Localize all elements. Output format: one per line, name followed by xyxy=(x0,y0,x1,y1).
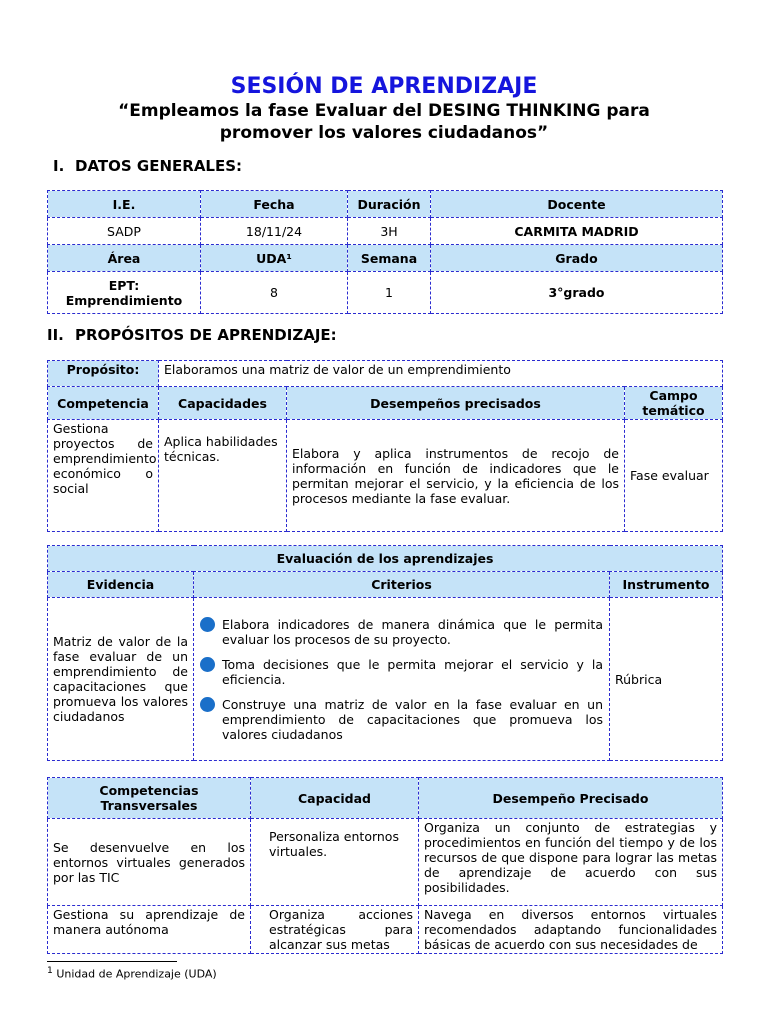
value-fecha: 18/11/24 xyxy=(201,218,348,245)
table-row xyxy=(48,361,723,387)
table-row xyxy=(48,598,723,761)
header-evidencia: Evidencia xyxy=(48,572,194,598)
footnote-text: Unidad de Aprendizaje (UDA) xyxy=(52,967,217,981)
value-ie: SADP xyxy=(48,218,201,245)
table-row xyxy=(48,906,723,954)
value-grado: 3°grado xyxy=(431,272,723,314)
header-fecha: Fecha xyxy=(201,191,348,218)
transversal-capacidad: Personaliza entornos virtuales. xyxy=(251,819,419,906)
value-duracion: 3H xyxy=(348,218,431,245)
table-row xyxy=(48,819,723,906)
datos-generales-table xyxy=(47,190,723,314)
bullet-circle-icon xyxy=(200,657,215,672)
criterio-text: Elabora indicadores de manera dinámica que le permita evaluar los procesos de su proyecto. xyxy=(222,616,603,647)
header-competencia: Competencia xyxy=(48,387,159,420)
value-semana: 1 xyxy=(348,272,431,314)
header-capacidad: Capacidad xyxy=(251,778,419,819)
criterio-text: Construye una matriz de valor en la fase evaluar en un emprendimiento de capacitaciones que promueva los valores ciudadanos xyxy=(222,696,603,742)
subtitle-line-2: promover los valores ciudadanos” xyxy=(219,123,549,143)
transversal-capacidad: Organiza acciones estratégicas para alcanzar sus metas xyxy=(251,906,419,954)
transversal-desempeno: Navega en diversos entornos virtuales recomendados adaptando funcionalidades básicas de acuerdo con sus necesidades de xyxy=(419,906,723,954)
list-item xyxy=(198,657,603,687)
section-2-heading xyxy=(47,326,337,344)
table-row xyxy=(48,191,723,218)
header-uda: UDA¹ xyxy=(201,245,348,272)
subtitle-line-1: “Empleamos la fase Evaluar del DESING THINKING para xyxy=(118,101,650,121)
propositos-table xyxy=(47,360,723,532)
header-semana: Semana xyxy=(348,245,431,272)
value-uda: 8 xyxy=(201,272,348,314)
list-item xyxy=(198,697,603,742)
footnote xyxy=(47,965,217,981)
header-grado: Grado xyxy=(431,245,723,272)
table-row xyxy=(48,245,723,272)
evidencia-text: Matriz de valor de la fase evaluar de un emprendimiento de capacitaciones que promueva los valores ciudadanos xyxy=(48,598,194,761)
evaluacion-table xyxy=(47,545,723,761)
evaluacion-title: Evaluación de los aprendizajes xyxy=(48,546,723,572)
header-desempenos: Desempeños precisados xyxy=(287,387,625,420)
section-1-number: I. xyxy=(53,157,65,175)
desempenos-text: Elabora y aplica instrumentos de recojo de información en función de indicadores que le permitan mejorar el servicio, y la eficiencia de los procesos mediante la fase evaluar. xyxy=(287,420,625,532)
header-campo-tematico: Campo temático xyxy=(625,387,723,420)
table-row xyxy=(48,420,723,532)
bullet-circle-icon xyxy=(200,697,215,712)
transversal-competencia: Se desenvuelve en los entornos virtuales generados por las TIC xyxy=(48,819,251,906)
page-title: SESIÓN DE APRENDIZAJE xyxy=(230,74,538,99)
value-area: EPT: Emprendimiento xyxy=(48,272,201,314)
section-1-heading xyxy=(53,157,242,175)
header-ie: I.E. xyxy=(48,191,201,218)
transversales-table xyxy=(47,777,723,954)
footnote-separator xyxy=(47,961,177,962)
criterio-text: Toma decisiones que le permita mejorar el servicio y la eficiencia. xyxy=(222,656,603,687)
header-instrumento: Instrumento xyxy=(610,572,723,598)
header-desempeno-precisado: Desempeño Precisado xyxy=(419,778,723,819)
header-duracion: Duración xyxy=(348,191,431,218)
header-criterios: Criterios xyxy=(194,572,610,598)
capacidades-text: Aplica habilidades técnicas. xyxy=(159,420,287,532)
list-item xyxy=(198,617,603,647)
header-capacidades: Capacidades xyxy=(159,387,287,420)
proposito-label: Propósito: xyxy=(48,361,159,387)
header-area: Área xyxy=(48,245,201,272)
table-row xyxy=(48,387,723,420)
footnote-marker: 1 xyxy=(47,965,53,976)
session-subtitle xyxy=(90,100,678,144)
value-docente: CARMITA MADRID xyxy=(431,218,723,245)
criterios-cell xyxy=(194,598,610,761)
section-1-title: DATOS GENERALES: xyxy=(75,157,243,175)
competencia-text: Gestiona proyectos de emprendimiento económico o social xyxy=(48,420,159,532)
transversal-competencia: Gestiona su aprendizaje de manera autónoma xyxy=(48,906,251,954)
table-row xyxy=(48,218,723,245)
table-row xyxy=(48,546,723,572)
table-row xyxy=(48,272,723,314)
header-competencias-transversales: Competencias Transversales xyxy=(48,778,251,819)
transversal-desempeno: Organiza un conjunto de estrategias y procedimientos en función del tiempo y de los recursos de que dispone para lograr las metas de aprendizaje de acuerdo con sus posibilidades. xyxy=(419,819,723,906)
campo-tematico-text: Fase evaluar xyxy=(625,420,723,532)
bullet-circle-icon xyxy=(200,617,215,632)
table-row xyxy=(48,572,723,598)
section-2-number: II. xyxy=(47,326,64,344)
instrumento-text: Rúbrica xyxy=(610,598,723,761)
proposito-text: Elaboramos una matriz de valor de un emprendimiento xyxy=(159,361,723,387)
table-row xyxy=(48,778,723,819)
header-docente: Docente xyxy=(431,191,723,218)
section-2-title: PROPÓSITOS DE APRENDIZAJE: xyxy=(75,326,337,344)
